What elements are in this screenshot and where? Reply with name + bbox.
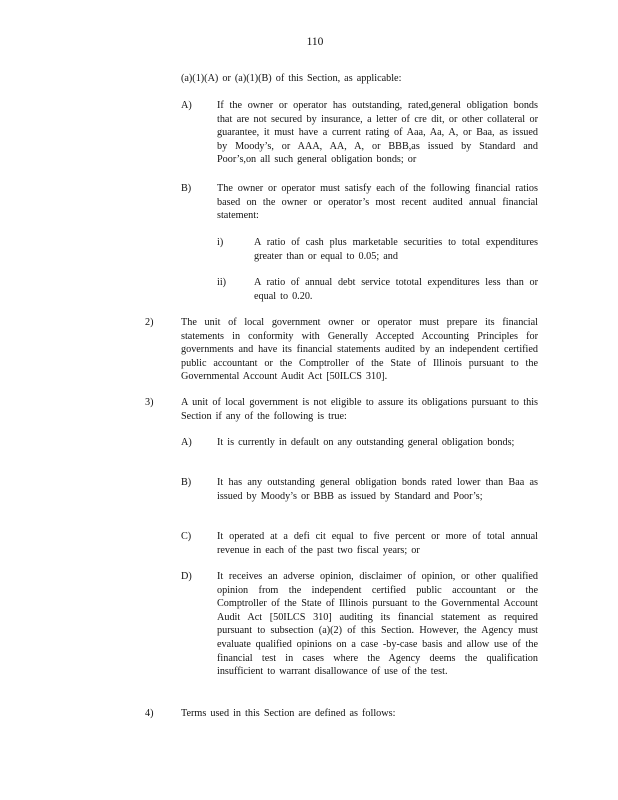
item-text-2: The unit of local government owner or operator must prepare its financial statements in conformity with Generally Accepted Accounting Principles for governments and have its financial statements audited by an independent certified public accountant or the Comptroller of the State of Illinois pursuant to the Governmental Account Audit Act [50ILCS 310]. xyxy=(181,317,538,383)
intro-line: (a)(1)(A) or (a)(1)(B) of this Section, as applicable: xyxy=(181,73,402,84)
item-text-3d: It receives an adverse opinion, disclaimer of opinion, or other qualified opinion from the independent certified public accountant or the Comptroller of the State of Illinois pursuant to the Governmental Account Audit Act [50ILCS 310] auditing its financial statement as required pursuant to subsection (a)(2) of this Section. However, the Agency must evaluate qualified opinions on a case -by-case basis and allow use of the financial test in cases where the Agency deems the qualification insufficient to warrant disallowance of use of the test. xyxy=(217,571,538,678)
item-label-3b: B) xyxy=(181,477,192,488)
item-label-3d: D) xyxy=(181,571,192,582)
page-number: 110 xyxy=(306,36,324,48)
item-text-4: Terms used in this Section are defined as follows: xyxy=(181,708,396,719)
item-label-1a: A) xyxy=(181,100,192,111)
item-text-3a: It is currently in default on any outstanding general obligation bonds; xyxy=(217,437,515,448)
item-text-1b: The owner or operator must satisfy each of the following financial ratios based on the owner or operator’s most recent audited annual financial statement: xyxy=(217,183,538,222)
subitem-text-ii: A ratio of annual debt service tototal expenditures less than or equal to 0.20. xyxy=(254,277,538,302)
item-label-4: 4) xyxy=(145,708,154,719)
item-label-2: 2) xyxy=(145,317,154,328)
item-label-3c: C) xyxy=(181,531,192,542)
subitem-text-i: A ratio of cash plus marketable securities to total expenditures greater than or equal to 0.05; and xyxy=(254,237,538,262)
item-label-3: 3) xyxy=(145,397,154,408)
item-label-3a: A) xyxy=(181,437,192,448)
item-text-3: A unit of local government is not eligible to assure its obligations pursuant to this Section if any of the following is true: xyxy=(181,397,538,422)
item-text-3b: It has any outstanding general obligation bonds rated lower than Baa as issued by Moody’s or BBB as issued by Standard and Poor’s; xyxy=(217,477,538,502)
item-label-1b: B) xyxy=(181,183,192,194)
item-text-1a: If the owner or operator has outstanding, rated,general obligation bonds that are not secured by insurance, a letter of cre dit, or other collateral or guarantee, it must have a current rating of Aaa, Aa, A, or Baa, as issued by Moody’s, or AAA, AA, A, or BBB,as issued by Standard and Poor’s,on all such general obligation bonds; or xyxy=(217,100,538,166)
item-text-3c: It operated at a defi cit equal to five percent or more of total annual revenue in each of the past two fiscal years; or xyxy=(217,531,538,556)
subitem-label-ii: ii) xyxy=(217,277,227,288)
subitem-label-i: i) xyxy=(217,237,224,248)
